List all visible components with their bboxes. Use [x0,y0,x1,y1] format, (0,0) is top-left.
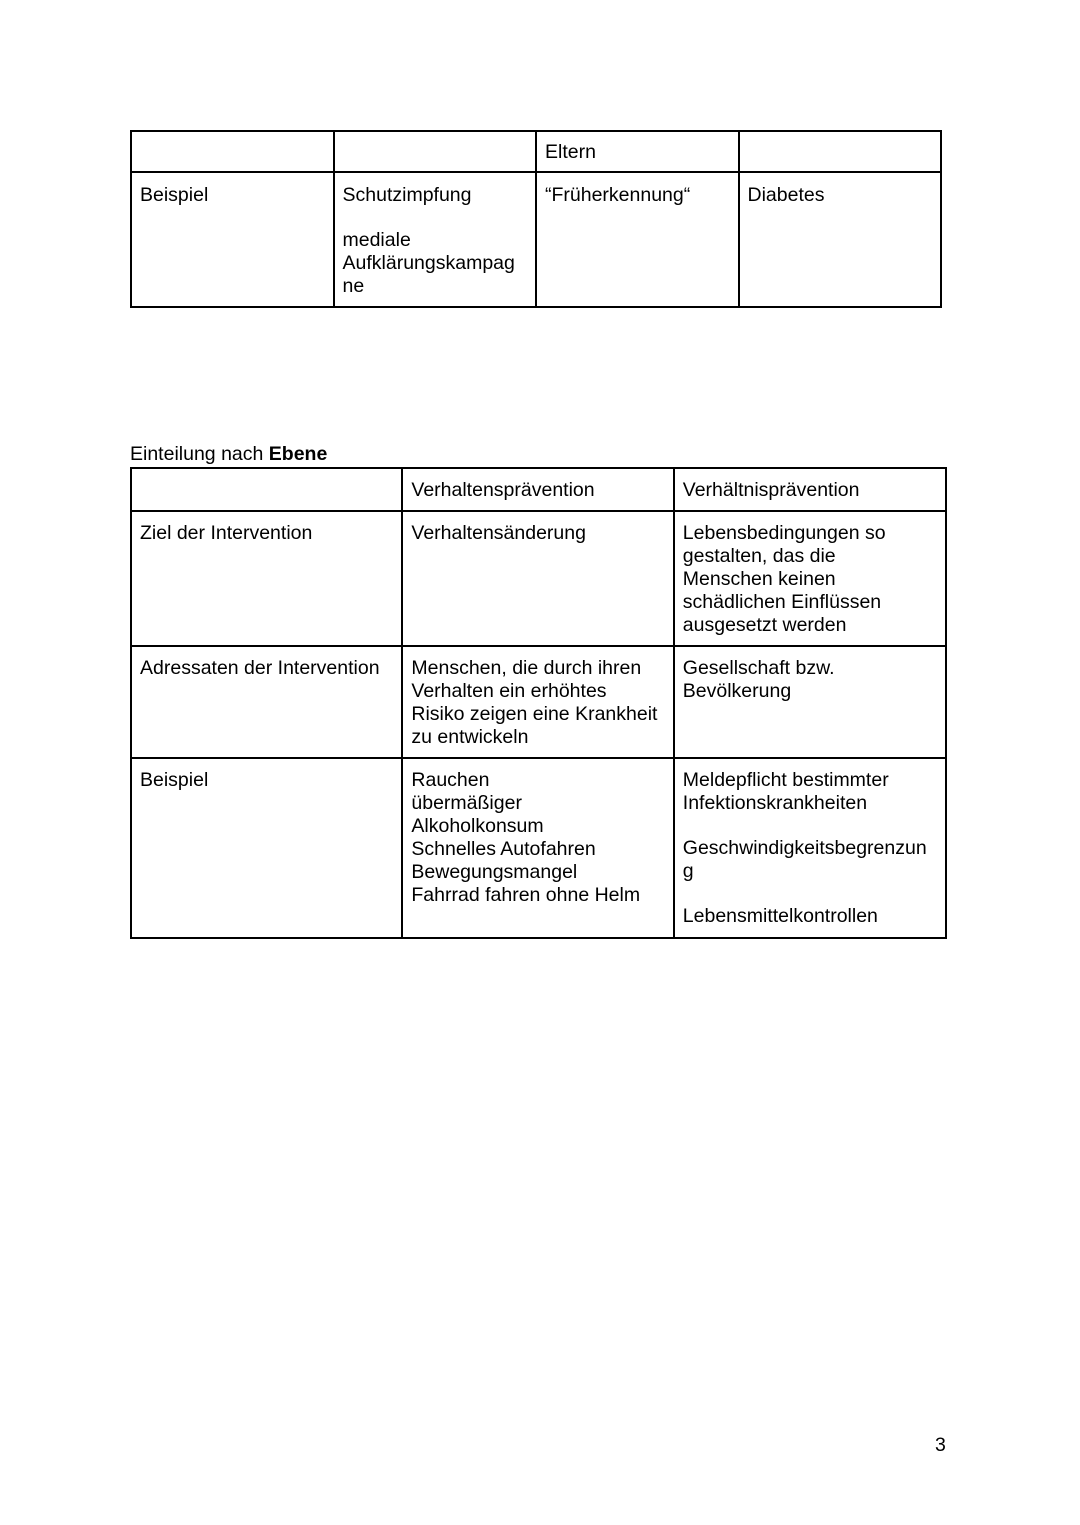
section-heading: Einteilung nach Ebene [130,443,328,465]
cell-paragraph: mediale Aufklärungskampag ne [342,229,515,297]
table-row [131,172,941,307]
row-label: Adressaten der Intervention [131,646,402,758]
table-cell: Gesellschaft bzw. Bevölkerung [674,646,946,758]
cell-paragraph: Geschwindigkeitsbegrenzun g [682,837,927,882]
table-row [131,758,946,938]
table-row [131,511,946,646]
header-cell: Verhältnisprävention [674,468,946,511]
header-cell [131,468,402,511]
row-label: Beispiel [131,758,402,938]
table-cell [334,131,537,172]
cell-paragraph: Meldepflicht bestimmter Infektionskrankheiten [682,769,889,814]
table-cell: Verhaltensänderung [402,511,673,646]
table-cell [334,172,537,307]
comparison-table-top [130,130,942,308]
table-cell: Diabetes [739,172,942,307]
section-heading-bold: Ebene [268,443,328,465]
table-cell: Menschen, die durch ihren Verhalten ein erhöhtes Risiko zeigen eine Krankheit zu entwickeln [402,646,673,758]
table-cell: Rauchen übermäßiger Alkoholkonsum Schnelles Autofahren Bewegungsmangel Fahrrad fahren ohne Helm [402,758,673,938]
row-label: Beispiel [131,172,334,307]
page-number: 3 [935,1434,946,1456]
table-cell [131,131,334,172]
table-cell [739,131,942,172]
row-label: Ziel der Intervention [131,511,402,646]
table-row [131,131,941,172]
table-cell [674,758,946,938]
header-cell: Verhaltensprävention [402,468,673,511]
table-cell: Eltern [536,131,739,172]
cell-paragraph: Lebensmittelkontrollen [682,905,878,927]
table-header-row [131,468,946,511]
table-cell: “Früherkennung“ [536,172,739,307]
cell-paragraph: Schutzimpfung [342,184,472,206]
prevention-level-table [130,467,947,939]
table-row [131,646,946,758]
table-cell: Lebensbedingungen so gestalten, das die Menschen keinen schädlichen Einflüssen ausgesetzt werden [674,511,946,646]
